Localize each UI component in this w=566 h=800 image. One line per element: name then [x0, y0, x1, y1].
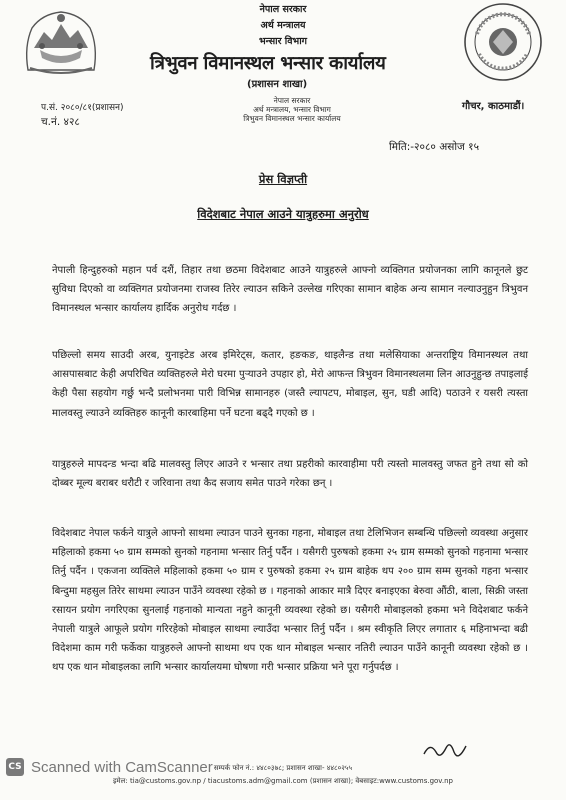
stamp-line-1: नेपाल सरकार: [273, 96, 311, 105]
scanner-watermark: [6, 756, 213, 778]
stamp-line-3: त्रिभुवन विमानस्थल भन्सार कार्यालय: [243, 114, 341, 123]
header-ministry: अर्थ मन्त्रालय: [260, 20, 306, 31]
paragraph-4: विदेशबाट नेपाल फर्कने यात्रुले आफ्नो साथमा ल्याउन पाउने सुनका गहना, मोबाइल तथा टेलिभिजन सम्बन्धि पछिल्लो व्यवस्था अनुसार महिलाको हकमा ५० ग्राम सम्मको सुनको गहनामा भन्सार तिर्नु पर्दैन । यसैगरी पुरुषको हकमा २५ ग्राम सम्मको सुनको गहनामा भन्सार तिर्नु पर्दैन । एकजना व्यक्तिले महिलाको हकमा ५० ग्राम र पुरुषको हकमा २५ ग्राम बाहेक थप २०० ग्राम सम्म सुनको गहना भन्सार बिन्दुमा महसुल तिरेर साथमा ल्याउन पाउँने व्यवस्था रहेको छ । गहनाको आकार मात्रै दिएर बनाइएका बेरुवा औंठी, बाला, सिक्री जस्ता रसायन प्रयोग नगरिएका सुनलाई गहनाको मान्यता नहुने कानूनी व्यवस्था रहेको छ। यसैगरी मोबाइलको हकमा भने विदेशबाट फर्कने नेपाली यात्रुले आफूले प्रयोग गरिरहेको मोबाइल साथमा ल्याउँदा भन्सार तिर्नु पर्दैन । श्रम स्वीकृति लिएर लगातार ६ महिनाभन्दा बढी विदेशमा काम गरी फर्केका यात्रुहरुले आफ्नो साथमा थप एक थान मोबाइल भन्सार नतिरी ल्याउन पाउँने कानूनी व्यवस्था रहेको छ । थप एक थान मोबाइलका लागि भन्सार कार्यालयमा घोषणा गरी भन्सार प्रक्रिया भने पूरा गर्नुपर्दछ ।: [52, 528, 528, 674]
office-title: त्रिभुवन विमानस्थल भन्सार कार्यालय: [150, 53, 386, 74]
dispatch-number: च.नं. ४२८: [41, 116, 80, 128]
paragraph-1: नेपाली हिन्दुहरुको महान पर्व दशैं, तिहार तथा छठमा विदेशबाट आउने यात्रुहरुले आफ्नो व्यक्तिगत प्रयोजनका लागि कानूनले छुट सुविधा दिएको वा व्यक्तिगत प्रयोजनमा राजस्व तिरेर ल्याउन सकिने उल्लेख गरिएका सामान बाहेक अन्य सामान नल्याउनुहुन त्रिभुवन विमानस्थल भन्सार कार्यालय हार्दिक अनुरोध गर्दछ ।: [52, 265, 528, 315]
paragraph-2: पछिल्लो समय साउदी अरब, युनाइटेड अरब इमिरेट्स, कतार, हङकङ, थाइलैन्ड तथा मलेसियाका अन्तराष्ट्रिय विमानस्थल तथा आसपासबाट केही अपरिचित व्यक्तिहरुले मेरो घरमा पुऱ्याउने उपहार हो, मेरो आफन्त त्रिभुवन विमानस्थलमा लिन आउनुहुन्छ तपाइलाई केही पैसा सहयोग गर्छु भन्दै प्रलोभनमा पारी विभिन्न सामानहरु (जस्तै ल्यापटप, मोबाइल, सुन, घडी आदि) पठाउने र यसरी त्यस्ता मालवस्तु ल्याउने व्यक्तिहरु कानूनी कारबाहिमा पर्ने घटना बढ्दै गएको छ ।: [52, 350, 528, 419]
press-release-title: प्रेस विज्ञप्ती: [258, 172, 308, 186]
footer-phone: सम्पर्क फोन नं.: ४४८०३७८; प्रशासन शाखा- ४४८०२५५: [213, 764, 353, 772]
header-department: भन्सार विभाग: [258, 36, 308, 47]
paragraph-3: यात्रुहरुले मापदन्ड भन्दा बढि मालवस्तु लिएर आउने र भन्सार तथा प्रहरीको कारवाहीमा परी त्यस्तो मालवस्तु जफत हुने तथा सो को दोब्बर मूल्य बराबर धरौटी र जरिवाना तथा कैद सजाय समेत पाउने गरेका छन् ।: [52, 459, 528, 490]
office-stamp: [236, 84, 348, 144]
subject-line: विदेशबाट नेपाल आउने यात्रुहरुमा अनुरोध: [197, 207, 369, 221]
camscanner-logo-icon: CS: [6, 758, 24, 776]
stamp-line-2: अर्थ मन्त्रालय, भन्सार विभाग: [253, 105, 331, 114]
section-name: (प्रशासन शाखा): [247, 79, 308, 90]
header-government: नेपाल सरकार: [259, 4, 307, 15]
scanner-watermark-text: Scanned with CamScanner: [31, 758, 213, 776]
reference-number: प.सं. २०८०/८१(प्रशासन): [41, 103, 124, 113]
signature-icon: [420, 738, 470, 764]
office-location: गौचर, काठमाडौं।: [462, 101, 525, 112]
footer-email: इमेल: tia@customs.gov.np / tiacustoms.adm@gmail.com (प्रशासन शाखा); वेबसाइट:www.customs.gov.np: [113, 777, 453, 785]
letter-date: मिति:-२०८० असोज १५: [389, 141, 480, 153]
